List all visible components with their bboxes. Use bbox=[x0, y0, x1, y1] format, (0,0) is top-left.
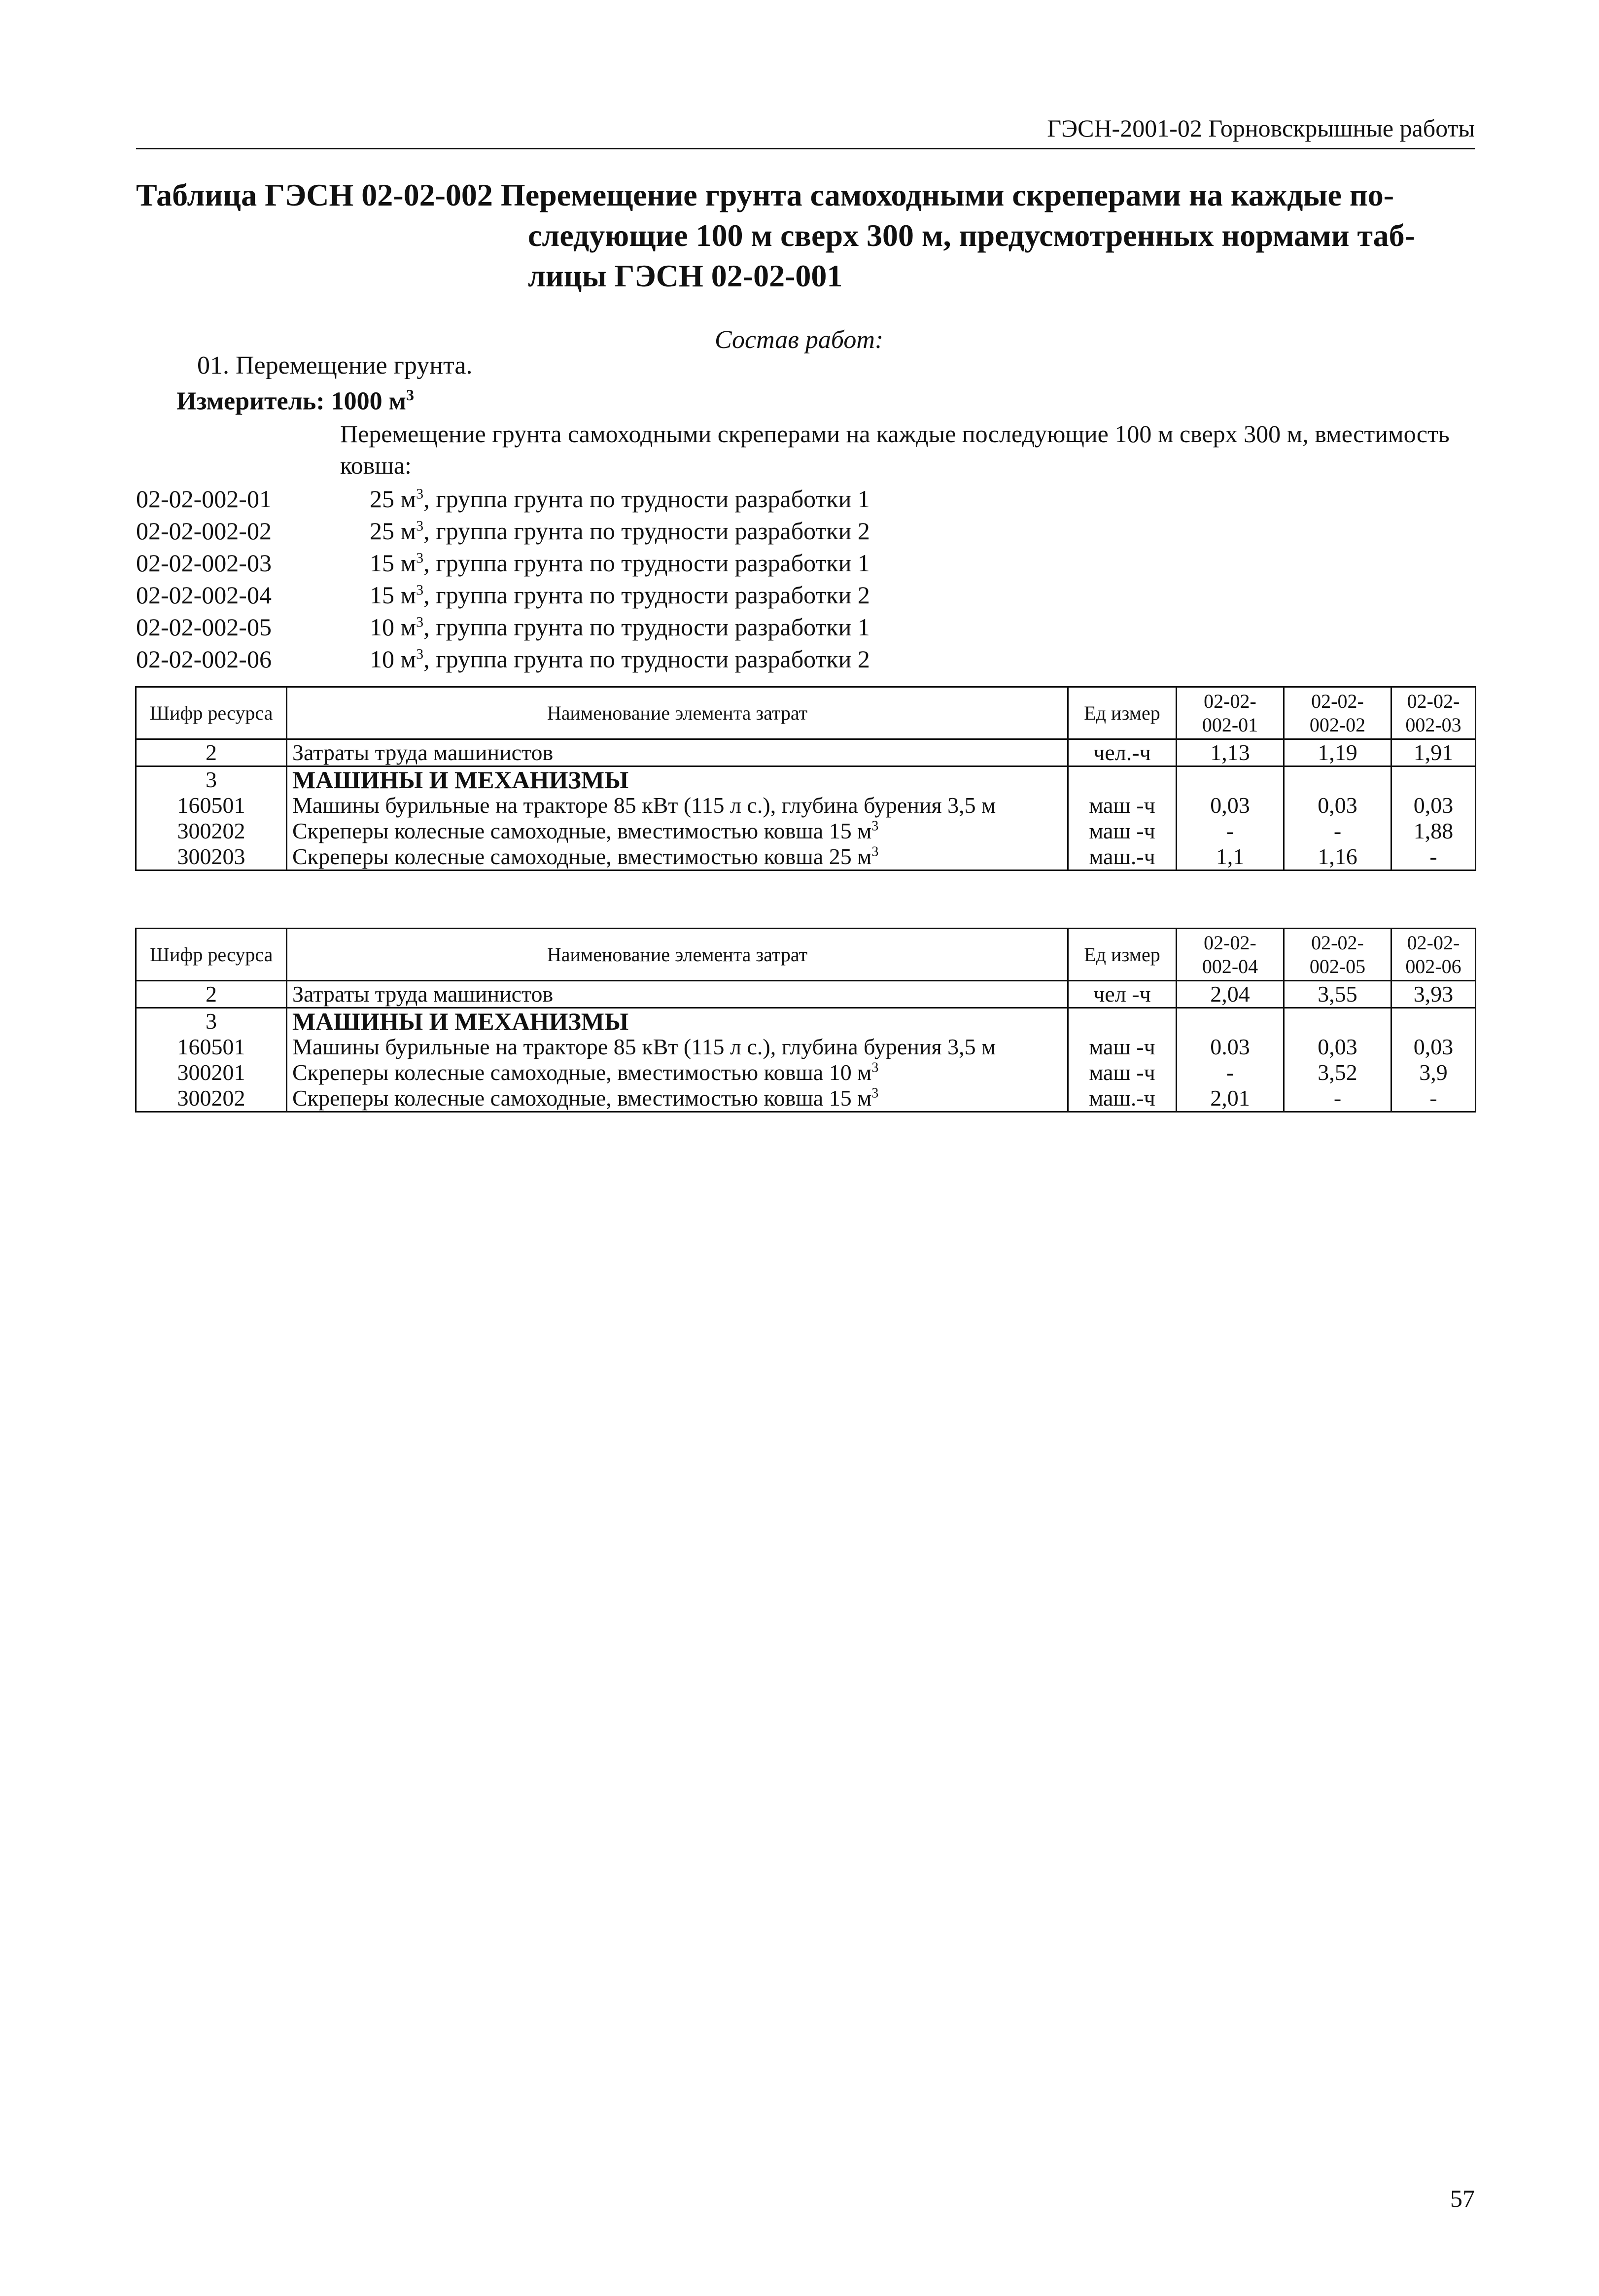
value-cell: 3,93 bbox=[1391, 981, 1476, 1008]
value-cell: 3,52 bbox=[1284, 1060, 1391, 1085]
norm-item bbox=[136, 515, 1475, 547]
section-title: МАШИНЫ И МЕХАНИЗМЫ bbox=[287, 1008, 1068, 1035]
norm-description: 25 $м^3$, группа грунта по трудности разработки 1 bbox=[370, 485, 870, 513]
empty-cell bbox=[1284, 766, 1391, 793]
table-body bbox=[136, 981, 1476, 1112]
header-name: Наименование элемента затрат bbox=[287, 687, 1068, 739]
value-cell: 0,03 bbox=[1391, 793, 1476, 818]
norm-item bbox=[136, 547, 1475, 579]
header-norm-col: 02-02- 002-03 bbox=[1391, 687, 1476, 739]
norm-item bbox=[136, 579, 1475, 611]
value-cell: 0,03 bbox=[1284, 1034, 1391, 1060]
value-cell: 3,55 bbox=[1284, 981, 1391, 1008]
norm-code: 02-02-002-05 bbox=[136, 613, 272, 641]
cost-element-name: Скреперы колесные самоходные, вместимостью ковша 15 $м^3$ bbox=[287, 1085, 1068, 1112]
unit-cell: маш.-ч bbox=[1068, 844, 1177, 870]
table-row bbox=[136, 1060, 1476, 1085]
resource-code: 300203 bbox=[136, 844, 287, 870]
header-norm-col: 02-02- 002-06 bbox=[1391, 929, 1476, 981]
header-norm-col: 02-02- 002-05 bbox=[1284, 929, 1391, 981]
table-title bbox=[136, 175, 1475, 296]
norm-code: 02-02-002-06 bbox=[136, 645, 272, 673]
value-cell: - bbox=[1177, 1060, 1284, 1085]
value-cell: 1,91 bbox=[1391, 739, 1476, 766]
norm-item bbox=[136, 643, 1475, 675]
value-cell: 1,88 bbox=[1391, 818, 1476, 844]
norm-description: 15 $м^3$, группа грунта по трудности разработки 2 bbox=[370, 581, 870, 609]
unit-cell: маш -ч bbox=[1068, 1060, 1177, 1085]
table-row bbox=[136, 818, 1476, 844]
page-number: 57 bbox=[1450, 2185, 1475, 2212]
unit-cell: чел -ч bbox=[1068, 981, 1177, 1008]
header-norm-col: 02-02- 002-04 bbox=[1177, 929, 1284, 981]
title-line: Таблица ГЭСН 02-02-002 Перемещение грунта самоходными скреперами на каждые по- bbox=[136, 177, 1394, 212]
value-cell: 0,03 bbox=[1284, 793, 1391, 818]
table-row bbox=[136, 1085, 1476, 1112]
measure-value: 1000 м bbox=[331, 387, 407, 416]
value-cell: - bbox=[1284, 1085, 1391, 1112]
value-cell: - bbox=[1391, 844, 1476, 870]
value-cell: 2,04 bbox=[1177, 981, 1284, 1008]
header-name: Наименование элемента затрат bbox=[287, 929, 1068, 981]
empty-cell bbox=[1284, 1008, 1391, 1035]
table-row bbox=[136, 766, 1476, 793]
empty-cell bbox=[1391, 1008, 1476, 1035]
header-rule bbox=[136, 148, 1475, 149]
value-cell: 1,16 bbox=[1284, 844, 1391, 870]
title-line: лицы ГЭСН 02-02-001 bbox=[528, 258, 843, 293]
cost-element-name: Машины бурильные на тракторе 85 кВт (115 л с.), глубина бурения 3,5 м bbox=[287, 1034, 1068, 1060]
cost-element-name: Скреперы колесные самоходные, вместимостью ковша 10 $м^3$ bbox=[287, 1060, 1068, 1085]
value-cell: - bbox=[1284, 818, 1391, 844]
cost-element-name: Машины бурильные на тракторе 85 кВт (115 л с.), глубина бурения 3,5 м bbox=[287, 793, 1068, 818]
norm-item bbox=[136, 611, 1475, 643]
unit-cell: маш -ч bbox=[1068, 818, 1177, 844]
work-operation: 01. Перемещение грунта. bbox=[197, 351, 473, 380]
norm-code: 02-02-002-01 bbox=[136, 485, 272, 513]
table-row bbox=[136, 981, 1476, 1008]
unit-cell: маш -ч bbox=[1068, 793, 1177, 818]
resource-code: 3 bbox=[136, 1008, 287, 1035]
resource-code: 300202 bbox=[136, 1085, 287, 1112]
header-norm-col: 02-02- 002-02 bbox=[1284, 687, 1391, 739]
empty-cell bbox=[1068, 766, 1177, 793]
norm-list bbox=[136, 483, 1475, 675]
value-cell: 2,01 bbox=[1177, 1085, 1284, 1112]
header-code: Шифр ресурса bbox=[136, 687, 287, 739]
cost-element-name: Затраты труда машинистов bbox=[287, 739, 1068, 766]
norm-description: 10 $м^3$, группа грунта по трудности разработки 2 bbox=[370, 645, 870, 673]
value-cell: 3,9 bbox=[1391, 1060, 1476, 1085]
measure-label: Измеритель: bbox=[176, 387, 325, 416]
value-cell: 0,03 bbox=[1177, 793, 1284, 818]
norm-item bbox=[136, 483, 1475, 515]
norm-description: 10 $м^3$, группа грунта по трудности разработки 1 bbox=[370, 613, 870, 641]
header-unit: Ед измер bbox=[1068, 687, 1177, 739]
cost-element-name: Скреперы колесные самоходные, вместимостью ковша 15 $м^3$ bbox=[287, 818, 1068, 844]
norm-intro: Перемещение грунта самоходными скреперами на каждые последующие 100 м сверх 300 м, вместимость ковша: bbox=[340, 420, 1450, 479]
resource-code: 160501 bbox=[136, 1034, 287, 1060]
running-header: ГЭСН-2001-02 Горновскрышные работы bbox=[1047, 114, 1475, 142]
resource-code: 160501 bbox=[136, 793, 287, 818]
value-cell: - bbox=[1391, 1085, 1476, 1112]
norm-description: 15 $м^3$, группа грунта по трудности разработки 1 bbox=[370, 549, 870, 577]
table-row bbox=[136, 1008, 1476, 1035]
empty-cell bbox=[1177, 766, 1284, 793]
cost-element-name: Скреперы колесные самоходные, вместимостью ковша 25 $м^3$ bbox=[287, 844, 1068, 870]
resource-code: 300202 bbox=[136, 818, 287, 844]
header-unit: Ед измер bbox=[1068, 929, 1177, 981]
empty-cell bbox=[1177, 1008, 1284, 1035]
empty-cell bbox=[1391, 766, 1476, 793]
resource-code: 3 bbox=[136, 766, 287, 793]
table-body bbox=[136, 739, 1476, 870]
section-title: МАШИНЫ И МЕХАНИЗМЫ bbox=[287, 766, 1068, 793]
norm-code: 02-02-002-04 bbox=[136, 581, 272, 609]
measure-power: 3 bbox=[406, 386, 415, 404]
header-code: Шифр ресурса bbox=[136, 929, 287, 981]
table-row bbox=[136, 1034, 1476, 1060]
resource-table-2 bbox=[135, 928, 1476, 1113]
resource-code: 2 bbox=[136, 981, 287, 1008]
value-cell: 0,03 bbox=[1391, 1034, 1476, 1060]
cost-element-name: Затраты труда машинистов bbox=[287, 981, 1068, 1008]
work-composition-heading: Состав работ: bbox=[715, 326, 884, 354]
measure-line bbox=[176, 380, 414, 417]
header-norm-col: 02-02- 002-01 bbox=[1177, 687, 1284, 739]
norm-code: 02-02-002-03 bbox=[136, 549, 272, 577]
empty-cell bbox=[1068, 1008, 1177, 1035]
value-cell: 1,13 bbox=[1177, 739, 1284, 766]
unit-cell: чел.-ч bbox=[1068, 739, 1177, 766]
unit-cell: маш.-ч bbox=[1068, 1085, 1177, 1112]
value-cell: 0.03 bbox=[1177, 1034, 1284, 1060]
norm-description: 25 $м^3$, группа грунта по трудности разработки 2 bbox=[370, 517, 870, 545]
value-cell: 1,1 bbox=[1177, 844, 1284, 870]
resource-code: 300201 bbox=[136, 1060, 287, 1085]
value-cell: - bbox=[1177, 818, 1284, 844]
table-row bbox=[136, 844, 1476, 870]
table-row bbox=[136, 793, 1476, 818]
value-cell: 1,19 bbox=[1284, 739, 1391, 766]
resource-table-1 bbox=[135, 686, 1476, 871]
unit-cell: маш -ч bbox=[1068, 1034, 1177, 1060]
resource-code: 2 bbox=[136, 739, 287, 766]
table-row bbox=[136, 739, 1476, 766]
norm-code: 02-02-002-02 bbox=[136, 517, 272, 545]
title-line: следующие 100 м сверх 300 м, предусмотренных нормами таб- bbox=[528, 218, 1415, 253]
